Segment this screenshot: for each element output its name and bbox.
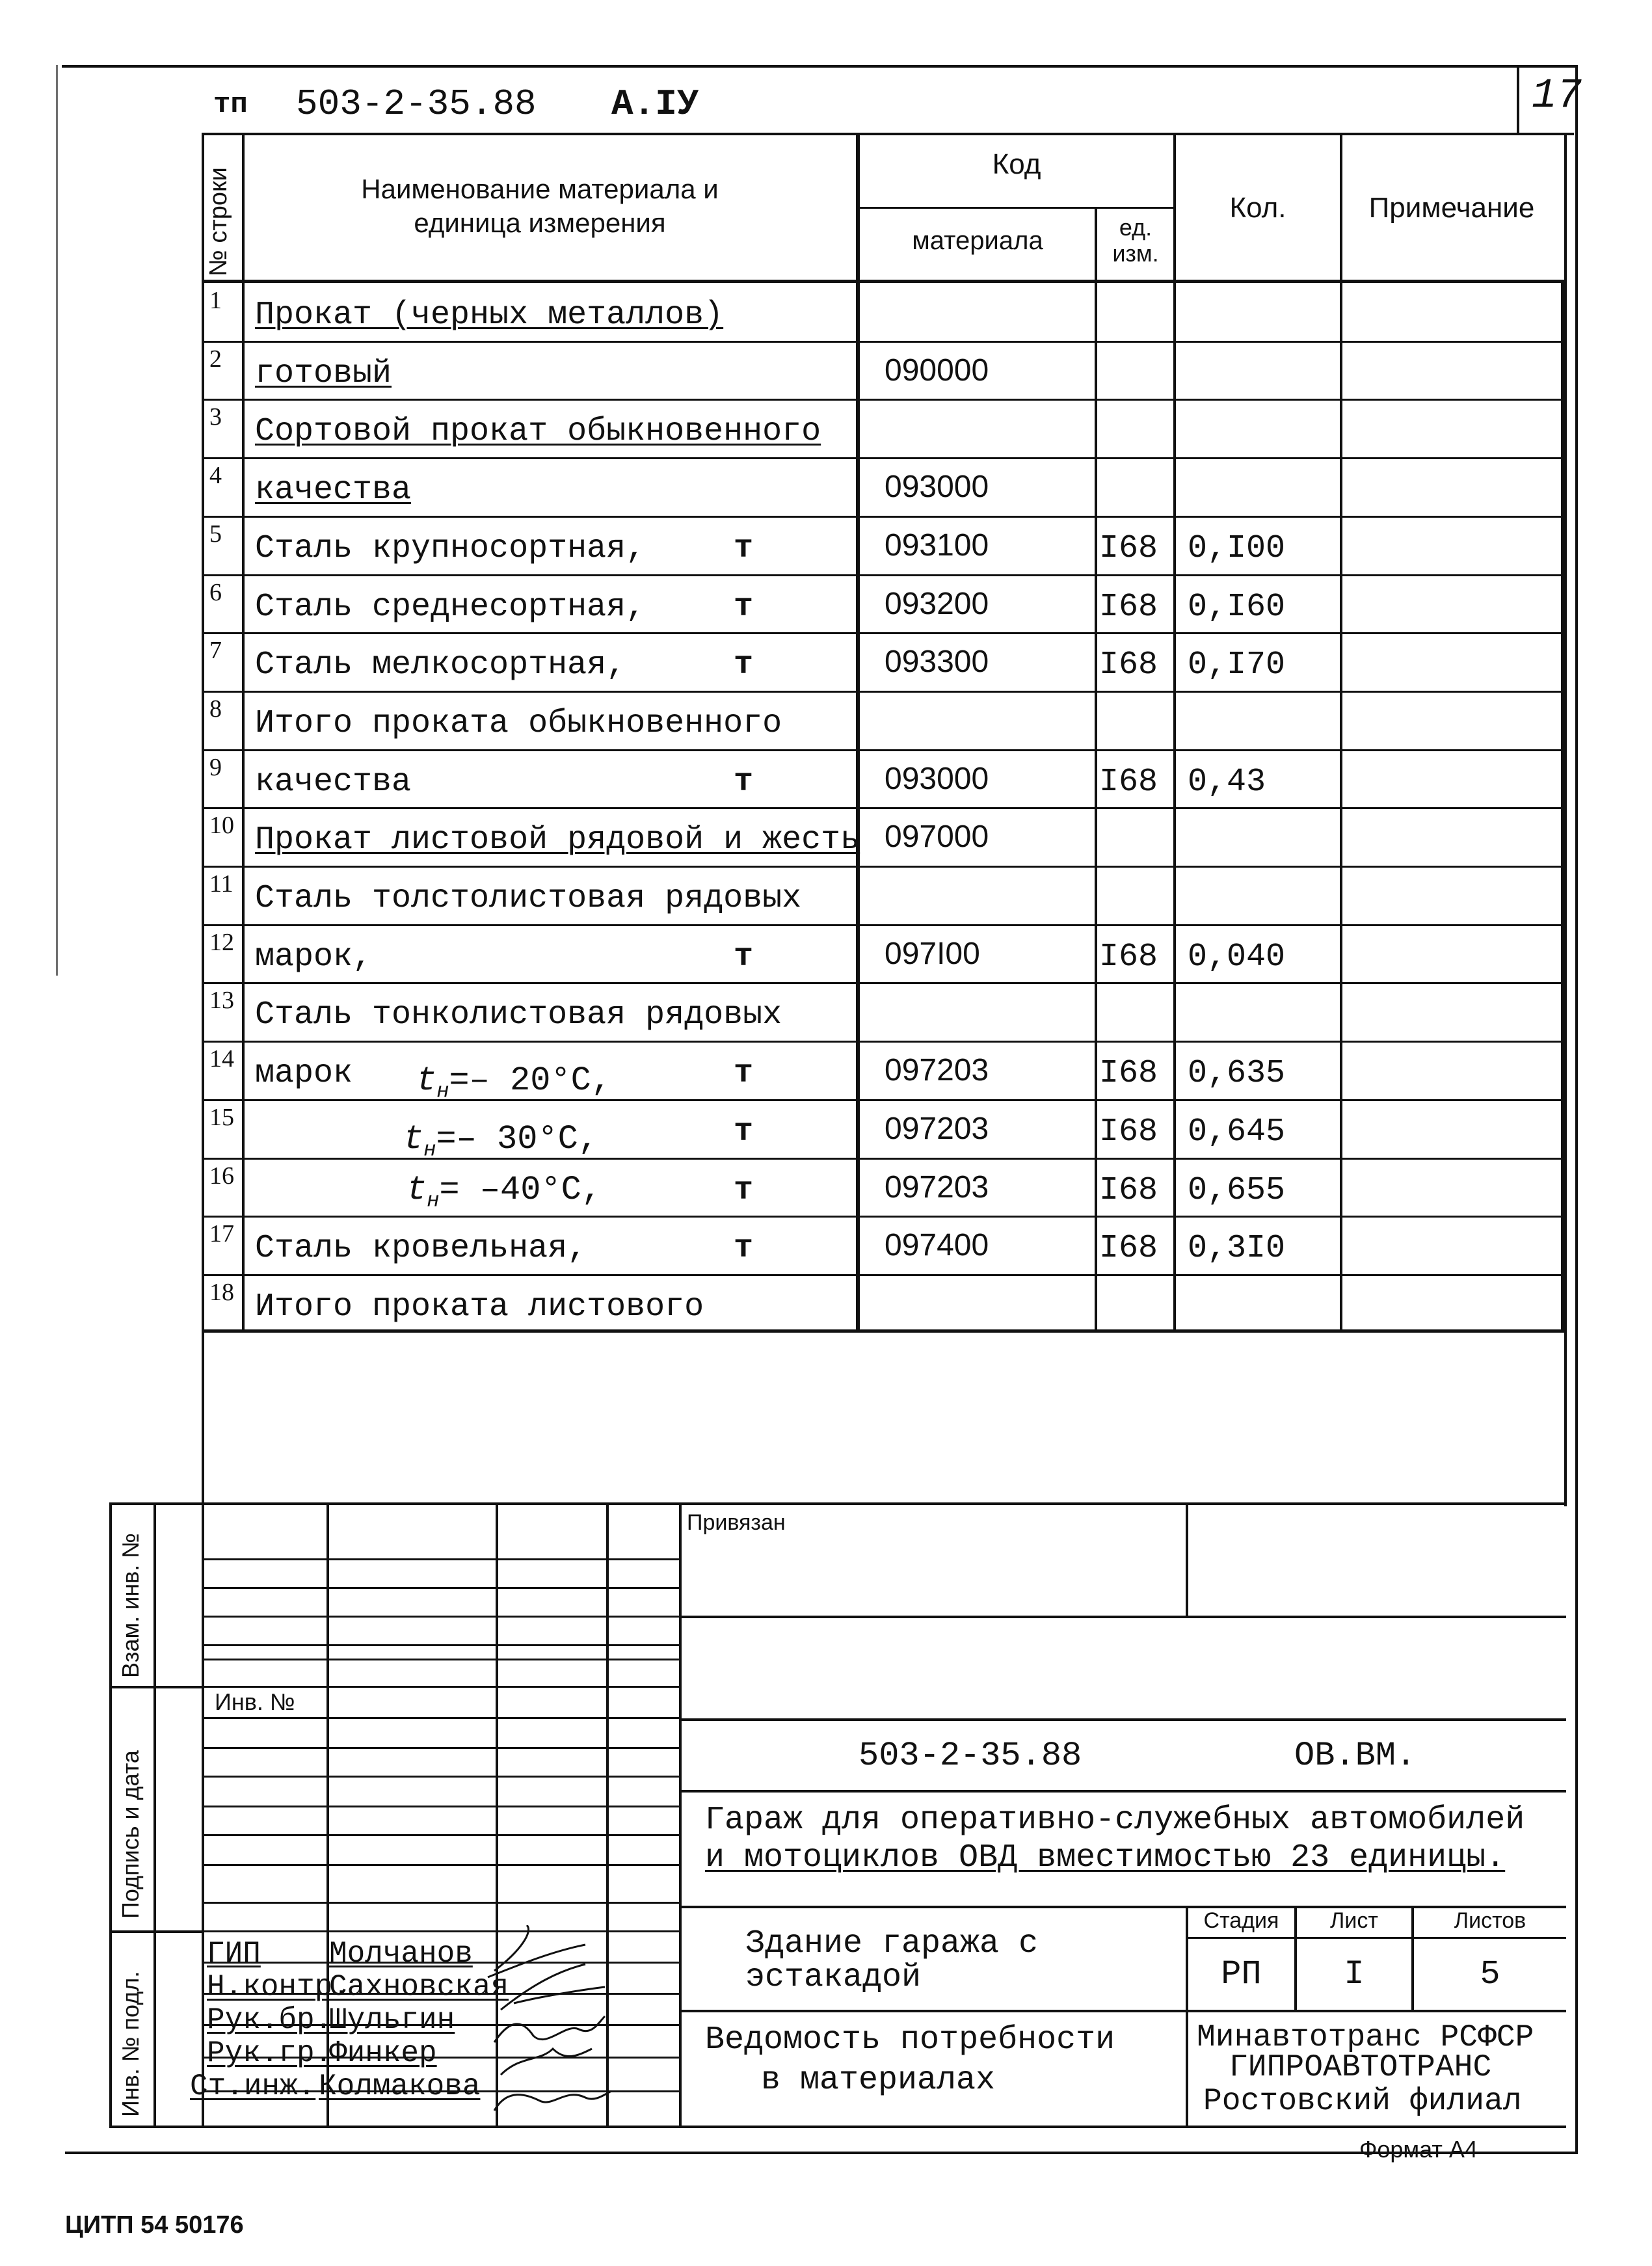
header-underline: [202, 133, 1574, 135]
signature-sakhnovskaya: [501, 1964, 605, 2010]
code-subheader-line: [859, 207, 1175, 209]
code-row-top: [682, 1718, 1566, 1721]
stamp-side-sep-1: [109, 1686, 203, 1688]
sheet-label: Лист: [1330, 1908, 1378, 1933]
row-name: Сталь кровельная,: [255, 1230, 587, 1267]
row-number: 9: [209, 754, 222, 781]
temp-row14: [416, 1061, 611, 1103]
row-number: 7: [209, 637, 222, 664]
row-material-code: 093000: [885, 762, 989, 796]
row-quantity: 0,040: [1188, 939, 1286, 976]
row-separator: [202, 924, 1565, 926]
col-material-right: [1095, 208, 1097, 1331]
row-number: 18: [209, 1279, 234, 1306]
row-material-code: 093300: [885, 645, 989, 679]
stamp-grid-line: [202, 1587, 682, 1589]
row-material-code: 097203: [885, 1053, 989, 1087]
row-number: 12: [209, 929, 234, 956]
org-line-1: Минавтотранс РСФСР: [1197, 2020, 1534, 2055]
stamp-side-sep-2: [109, 1930, 203, 1933]
org-line-2: ГИПРОАВТОТРАНС: [1229, 2050, 1492, 2085]
col-unit-right: [1173, 134, 1176, 1331]
row-name: Прокат (черных металлов): [255, 297, 724, 334]
row-name: качества: [255, 472, 412, 509]
person-name: Молчанов: [329, 1937, 473, 1971]
temp-t-symbol: t: [406, 1171, 427, 1209]
row-name: Итого проката листового: [255, 1288, 704, 1326]
row-separator: [202, 574, 1565, 576]
row-unit: т: [734, 1172, 754, 1209]
row-separator: [202, 341, 1565, 343]
col-header-qty: Кол.: [1229, 192, 1286, 224]
stamp-grid-line: [202, 1717, 682, 1719]
row-number: 8: [209, 695, 222, 723]
table-left-line: [202, 134, 204, 1506]
row-quantity: 0,655: [1188, 1172, 1286, 1209]
col-header-material: материала: [912, 226, 1043, 255]
temp-value-30: =– 30°C,: [436, 1120, 599, 1158]
row-quantity: 0,I70: [1188, 646, 1286, 684]
row-separator: [202, 399, 1565, 401]
col-header-name: Наименование материала и единица измерения: [361, 174, 719, 238]
row-unit: т: [734, 1055, 754, 1092]
privyazan-label: Привязан: [687, 1510, 786, 1535]
stamp-left-line: [109, 1502, 112, 2127]
row-material-code: 097000: [885, 820, 989, 854]
frame-right-line: [1575, 65, 1578, 2153]
col-rownum-right: [242, 134, 245, 1331]
row-material-code: 090000: [885, 353, 989, 388]
col-header-code: Код: [992, 148, 1041, 180]
stamp-side-col-line: [153, 1502, 156, 2127]
col-note-right: [1561, 280, 1564, 1331]
temp-h-subscript: н: [436, 1079, 449, 1104]
sheet-value: I: [1344, 1955, 1365, 1993]
row-unit-code: I68: [1099, 646, 1158, 684]
row-number: 3: [209, 403, 222, 431]
privyazan-divider: [1186, 1502, 1188, 1617]
person-role: Рук.гр.: [207, 2036, 333, 2070]
col-name-right: [856, 134, 860, 1331]
row-unit: т: [734, 646, 754, 684]
sheet-number: 17: [1532, 73, 1582, 120]
building-title-1: Здание гаража с: [745, 1925, 1039, 1962]
row-number: 13: [209, 987, 234, 1014]
temp-h-subscript: н: [427, 1188, 440, 1213]
row-quantity: 0,645: [1188, 1113, 1286, 1151]
org-line-3: Ростовский филиал: [1203, 2084, 1522, 2119]
row-number: 5: [209, 520, 222, 548]
row-name: качества: [255, 764, 412, 801]
person-role: Ст.инж.: [190, 2070, 316, 2103]
row-material-code: 097203: [885, 1112, 989, 1146]
temp-row15: [403, 1120, 598, 1162]
header-album: А.IУ: [611, 83, 699, 125]
side-label-inv: Инв. № подл.: [117, 1971, 144, 2117]
row-separator: [202, 457, 1565, 459]
temp-row16: [406, 1171, 602, 1212]
header-number: 503-2-35.88: [296, 83, 537, 125]
stamp-grid-line: [202, 1776, 682, 1778]
stage-label-line: [1186, 1937, 1566, 1939]
table-right-line: [1564, 134, 1567, 1506]
row-unit: т: [734, 589, 754, 626]
row-material-code: 097203: [885, 1170, 989, 1205]
sheets-value: 5: [1480, 1955, 1500, 1993]
row-name: Сталь среднесортная,: [255, 589, 646, 626]
row-material-code: 097I00: [885, 937, 980, 971]
privyazan-bottom: [682, 1616, 1566, 1618]
doc-code: 503-2-35.88: [859, 1737, 1082, 1775]
row-name: Итого проката обыкновенного: [255, 705, 782, 742]
row-separator: [202, 807, 1565, 809]
row-quantity: 0,635: [1188, 1055, 1286, 1092]
project-title-2: и мотоциклов ОВД вместимостью 23 единицы.: [705, 1839, 1506, 1876]
side-label-vzam: Взам. инв. №: [117, 1532, 144, 1678]
stamp-grid-line: [202, 1644, 682, 1646]
row-number: 11: [209, 870, 233, 898]
frame-left-edge: [56, 65, 58, 976]
row-unit: т: [734, 1230, 754, 1267]
row-separator: [202, 1099, 1565, 1101]
person-role: ГИП: [207, 1937, 261, 1971]
row-name: готовый: [255, 355, 392, 392]
project-title-1: Гараж для оперативно-служебных автомобилей: [705, 1802, 1525, 1839]
row-number: 2: [209, 345, 222, 373]
row-material-code: 093100: [885, 528, 989, 563]
row-unit-code: I68: [1099, 589, 1158, 626]
signatures: [481, 1925, 618, 2120]
footer-code: ЦИТП 54 50176: [65, 2211, 244, 2239]
row-quantity: 0,3I0: [1188, 1230, 1286, 1267]
format-label: Формат А4: [1359, 2136, 1478, 2163]
stamp-grid-line: [202, 1806, 682, 1807]
row-unit-code: I68: [1099, 1055, 1158, 1092]
code-row-bottom: [682, 1790, 1566, 1793]
row-material-code: 093000: [885, 470, 989, 504]
row-unit-code: I68: [1099, 1113, 1158, 1151]
col-qty-right: [1340, 134, 1342, 1331]
col-header-note: Примечание: [1368, 192, 1535, 224]
row-number: 16: [209, 1162, 234, 1190]
table-body-bottom: [202, 1329, 1565, 1333]
row-separator: [202, 516, 1565, 518]
stamp-col-5: [679, 1502, 682, 2127]
table-header-bottom: [202, 280, 1565, 283]
sheets-label: Листов: [1454, 1908, 1526, 1933]
temp-value-40: = –40°C,: [439, 1171, 602, 1209]
stamp-col-1: [202, 1502, 204, 2127]
doc-mark: ОВ.ВМ.: [1294, 1737, 1417, 1775]
row-separator: [202, 866, 1565, 868]
stamp-grid-line: [202, 1558, 682, 1560]
row-name: Сортовой прокат обыкновенного: [255, 413, 821, 450]
row-separator: [202, 1274, 1565, 1276]
row-number: 6: [209, 579, 222, 606]
row-name: Сталь крупносортная,: [255, 530, 646, 567]
row-name: Сталь мелкосортная,: [255, 646, 626, 684]
row-unit: т: [734, 530, 754, 567]
person-role: Н.контр.: [207, 1970, 351, 2004]
building-title-2: эстакадой: [745, 1959, 922, 1996]
person-role: Рук.бр.: [207, 2003, 333, 2037]
row-unit-code: I68: [1099, 764, 1158, 801]
frame-top-line: [62, 65, 1577, 68]
stage-value: РП: [1221, 1955, 1262, 1993]
row-unit-code: I68: [1099, 1230, 1158, 1267]
row-quantity: 0,43: [1188, 764, 1266, 801]
stamp-grid-line: [202, 1902, 682, 1904]
row-number: 1: [209, 287, 222, 314]
side-label-podpis: Подпись и дата: [117, 1750, 144, 1919]
row-quantity: 0,I00: [1188, 530, 1286, 567]
temp-t-symbol: t: [416, 1061, 437, 1100]
temp-value-20: =– 20°C,: [449, 1061, 612, 1100]
sheet-title-2: в материалах: [761, 2062, 996, 2099]
row-name: марок: [255, 1055, 353, 1092]
stamp-grid-line: [202, 1659, 682, 1660]
row-material-code: 097400: [885, 1228, 989, 1262]
stage-label: Стадия: [1203, 1908, 1279, 1933]
row-name: Сталь тонколистовая рядовых: [255, 996, 782, 1033]
row-separator: [202, 691, 1565, 693]
row-number: 15: [209, 1104, 234, 1131]
header-tp: тп: [213, 88, 248, 121]
stamp-grid-line: [202, 1747, 682, 1749]
row-number: 10: [209, 812, 234, 839]
row-number: 17: [209, 1220, 234, 1247]
stamp-grid-line: [202, 1864, 682, 1866]
row-material-code: 093200: [885, 587, 989, 621]
row-separator: [202, 632, 1565, 634]
row-unit-code: I68: [1099, 1172, 1158, 1209]
sheet-no-box-left: [1517, 65, 1519, 134]
inv-no-label: Инв. №: [215, 1688, 295, 1715]
row-name: марок,: [255, 939, 373, 976]
stage-values-bottom: [682, 2010, 1566, 2012]
signature-shulgin: [494, 2016, 605, 2042]
row-unit-code: I68: [1099, 530, 1158, 567]
stamp-grid-line: [202, 1686, 682, 1688]
signature-kolmakova: [494, 2091, 611, 2111]
signature-finker: [501, 2049, 592, 2075]
row-number: 14: [209, 1045, 234, 1073]
sheet-title-1: Ведомость потребности: [705, 2021, 1115, 2059]
stamp-grid-line: [202, 1834, 682, 1836]
frame-bottom-line: [65, 2152, 1578, 2154]
stage-col-left: [1186, 1906, 1188, 2127]
row-quantity: 0,I60: [1188, 589, 1286, 626]
row-unit: т: [734, 939, 754, 976]
temp-t-symbol: t: [403, 1120, 424, 1158]
col-header-unit: ед. изм.: [1112, 214, 1159, 267]
person-name: Сахновская: [329, 1970, 509, 2004]
row-separator: [202, 749, 1565, 751]
person-name: Шульгин: [329, 2003, 455, 2037]
person-name: Колмакова: [319, 2070, 481, 2103]
temp-h-subscript: н: [423, 1138, 436, 1162]
row-number: 4: [209, 462, 222, 489]
person-name: Финкер: [329, 2036, 437, 2070]
row-separator: [202, 1216, 1565, 1218]
stamp-grid-line: [202, 1616, 682, 1618]
row-name: Прокат листовой рядовой и жесть: [255, 821, 860, 859]
row-separator: [202, 982, 1565, 984]
row-name: Сталь толстолистовая рядовых: [255, 880, 802, 917]
col-header-rownum: № строки: [205, 167, 232, 276]
row-separator: [202, 1041, 1565, 1043]
row-unit: т: [734, 764, 754, 801]
row-unit-code: I68: [1099, 939, 1158, 976]
row-unit: т: [734, 1113, 754, 1151]
